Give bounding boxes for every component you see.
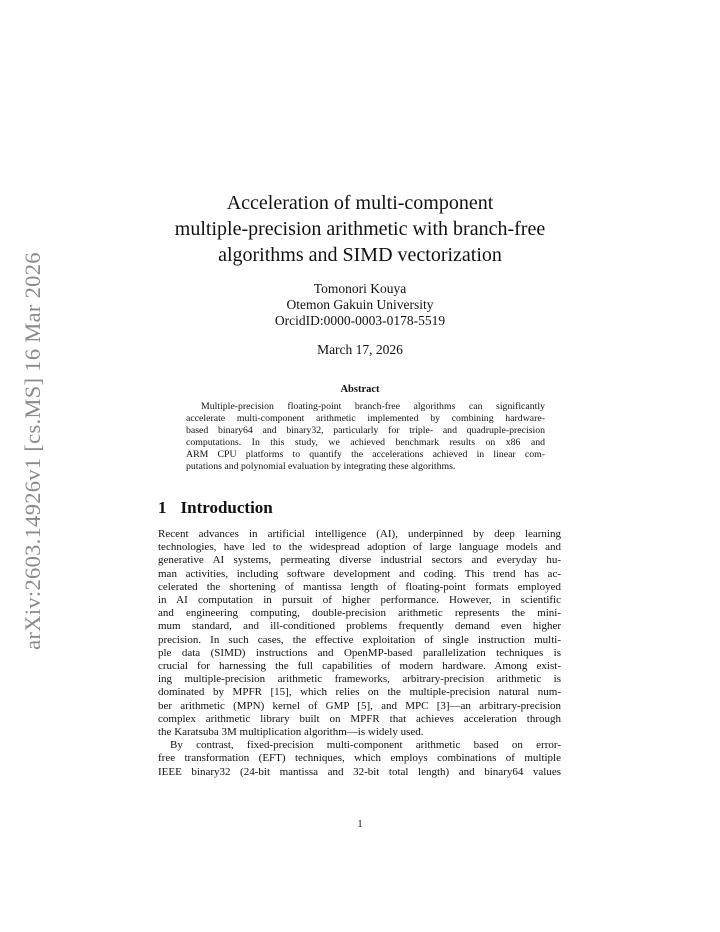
abstract-heading: Abstract (340, 384, 380, 395)
body-line: complex arithmetic library built on MPFR that achieves acceleration through (158, 712, 561, 725)
body-line: ple data (SIMD) instructions and OpenMP-based parallelization techniques is (158, 646, 561, 659)
body-line: dominated by MPFR [15], which relies on the multiple-precision natural num- (158, 686, 561, 699)
author-affiliation: Otemon Gakuin University (286, 297, 434, 312)
title-line: multiple-precision arithmetic with branch-free (174, 218, 546, 240)
body-line: free transformation (EFT) techniques, which employs combinations of multiple (158, 752, 561, 765)
body-line: precision. In such cases, the effective exploitation of single instruction multi- (158, 633, 561, 646)
body-line: IEEE binary32 (24-bit mantissa and 32-bit total length) and binary64 values (158, 765, 561, 778)
body-line: and engineering computing, double-precision arithmetic represents the mini- (158, 607, 561, 620)
body-line: generative AI systems, permeating diverse industrial sectors and everyday hu- (158, 554, 561, 567)
body-line: crucial for harnessing the full capabilities of modern hardware. Among exist- (158, 660, 561, 673)
arxiv-identifier (8, 252, 58, 650)
body-line: man activities, including software development and coding. This trend has ac- (158, 567, 561, 580)
title-line: algorithms and SIMD vectorization (218, 244, 502, 266)
introduction-body (158, 528, 561, 779)
section-heading (158, 498, 273, 518)
abstract-line: based binary64 and binary32, particularly for triple- and quadruple-precision (186, 424, 545, 436)
body-line: ing multiple-precision arithmetic frameworks, arbitrary-precision arithmetic is (158, 673, 561, 686)
body-line: By contrast, fixed-precision multi-component arithmetic based on error- (170, 739, 561, 752)
section-number: 1 (158, 498, 167, 517)
abstract-line: ARM CPU platforms to quantify the accelerations achieved in linear com- (186, 448, 545, 460)
arxiv-identifier-text: arXiv:2603.14926v1 [cs.MS] 16 Mar 2026 (20, 252, 45, 650)
author-orcid: OrcidID:0000-0003-0178-5519 (274, 313, 446, 328)
paper-title (150, 190, 570, 268)
body-line: ber arithmetic (MPN) kernel of GMP [5], and MPC [3]—an arbitrary-precision (158, 699, 561, 712)
title-line: Acceleration of multi-component (226, 192, 494, 214)
abstract-line: accelerate multi-component arithmetic implemented by combining hardware- (186, 412, 545, 424)
abstract-line: putations and polynomial evaluation by integrating these algorithms. (186, 460, 456, 472)
paper-date: March 17, 2026 (317, 342, 403, 357)
page-number: 1 (357, 818, 363, 830)
abstract-line: computations. In this study, we achieved benchmark results on x86 and (186, 436, 545, 448)
author-block (200, 281, 520, 329)
body-line: in AI computation in pursuit of higher performance. However, in scientific (158, 594, 561, 607)
section-title: Introduction (180, 498, 273, 517)
body-line: the Karatsuba 3M multiplication algorithm—is widely used. (158, 726, 424, 739)
body-line: Recent advances in artificial intelligence (AI), underpinned by deep learning (158, 528, 561, 540)
body-line: technologies, have led to the widespread adoption of large language models and (158, 541, 561, 554)
author-name: Tomonori Kouya (313, 281, 407, 296)
body-line: celerated the shortening of mantissa length of floating-point formats employed (158, 580, 561, 593)
abstract-body (186, 401, 545, 472)
body-line: mum standard, and ill-conditioned problems frequently demand even higher (158, 620, 561, 633)
abstract-line: Multiple-precision floating-point branch-free algorithms can significantly (201, 401, 545, 412)
